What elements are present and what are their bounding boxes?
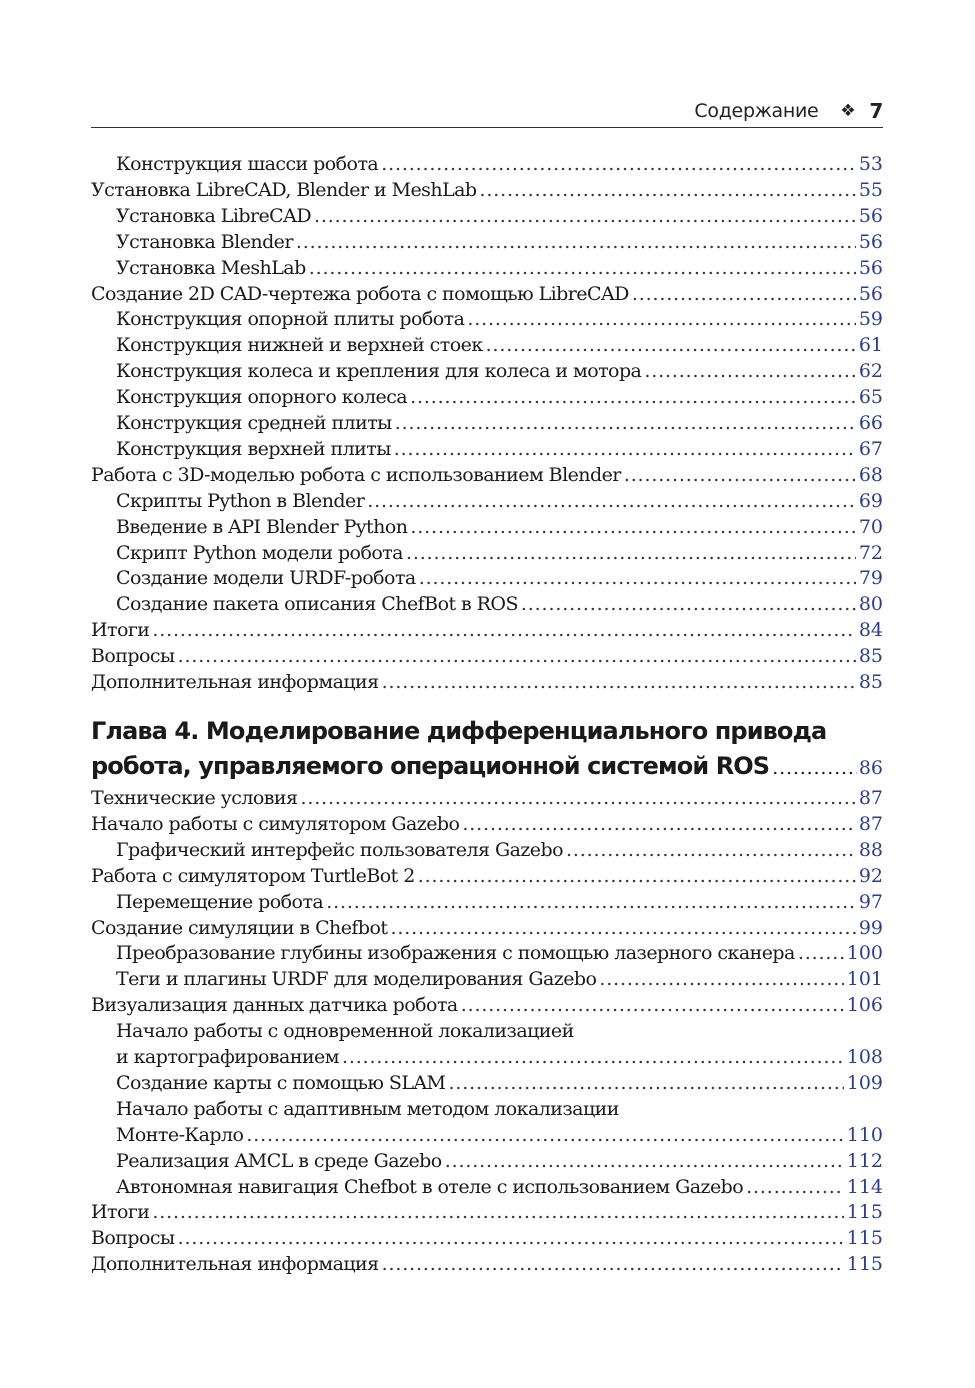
toc-entry-title: Работа с 3D-моделью робота с использованием Blender (91, 463, 621, 486)
toc-entry-page: 65 (858, 386, 883, 409)
toc-entry[interactable] (91, 591, 883, 617)
running-header-title: Содержание (694, 100, 819, 122)
dot-leader (300, 785, 855, 811)
dot-leader (367, 488, 856, 514)
toc-entry[interactable] (91, 940, 883, 966)
toc-entry-page: 97 (858, 890, 883, 913)
running-header (91, 96, 883, 126)
toc-entry-page: 56 (858, 282, 883, 305)
toc-entry-page: 115 (846, 1253, 883, 1276)
toc-entry-title: Теги и плагины URDF для моделирования Gazebo (116, 968, 597, 991)
toc-entry-page: 55 (858, 178, 883, 201)
toc-entry[interactable] (91, 203, 883, 229)
chapter-4-title-text: робота, управляемого операционной системой ROS (91, 752, 770, 780)
dot-leader (461, 992, 844, 1018)
toc-entry[interactable] (91, 177, 883, 203)
toc-entry[interactable] (91, 915, 883, 941)
toc-entry[interactable] (91, 617, 883, 643)
dot-leader (521, 591, 856, 617)
toc-entry[interactable] (91, 229, 883, 255)
toc-entry-title: Конструкция шасси робота (116, 153, 379, 175)
toc-entry[interactable] (91, 514, 883, 540)
dot-leader (395, 410, 856, 436)
toc-entry-page: 69 (858, 489, 883, 512)
toc-entry-title: Начало работы с адаптивным методом локализации (116, 1097, 619, 1120)
toc-entry-page: 79 (858, 567, 883, 590)
toc-entry[interactable] (91, 151, 883, 177)
toc-entry-title: Технические условия (91, 787, 298, 809)
toc-entry-title: Создание карты с помощью SLAM (116, 1071, 446, 1094)
toc-entry[interactable] (91, 1096, 883, 1122)
toc-entry[interactable] (91, 1070, 883, 1096)
dot-leader (152, 617, 855, 643)
dot-leader (419, 565, 856, 591)
toc-entry-page: 56 (858, 230, 883, 253)
toc-entry-title: Установка MeshLab (116, 256, 306, 279)
dot-leader (246, 1122, 843, 1148)
toc-entry[interactable] (91, 1225, 883, 1251)
toc-entry-title: Скрипт Python модели робота (116, 541, 403, 564)
dot-leader (418, 863, 856, 889)
toc-entry-title: Конструкция нижней и верхней стоек (116, 334, 483, 357)
page-number: 7 (869, 99, 883, 123)
toc-entry-title: Создание симуляции в Chefbot (91, 916, 388, 939)
toc-entry-page: 100 (846, 942, 883, 965)
chapter-4-page: 86 (858, 757, 883, 779)
toc-entry-page: 87 (858, 812, 883, 835)
toc-entry-page: 61 (858, 334, 883, 357)
toc-entry-page: 99 (858, 916, 883, 939)
toc-entry-title: Конструкция опорного колеса (116, 386, 408, 409)
toc-entry[interactable] (91, 384, 883, 410)
toc-entry[interactable] (91, 992, 883, 1018)
ornament-icon: ❖ (840, 101, 856, 121)
toc-entry-title: Вопросы (91, 645, 175, 668)
toc-entry-title: Установка LibreCAD (116, 204, 312, 227)
toc-entry[interactable] (91, 462, 883, 488)
header-rule (91, 127, 883, 128)
toc-entry-title: Установка LibreCAD, Blender и MeshLab (91, 178, 477, 201)
toc-entry-page: 115 (846, 1227, 883, 1250)
toc-entry-title: Итоги (91, 1201, 150, 1224)
toc-entry-title: Конструкция верхней плиты (116, 437, 391, 460)
dot-leader (644, 358, 855, 384)
toc-entry[interactable] (91, 358, 883, 384)
dot-leader (486, 332, 856, 358)
toc-entry-page: 112 (846, 1149, 883, 1172)
toc-entry[interactable] (91, 1251, 883, 1277)
toc-entry[interactable] (91, 1122, 883, 1148)
toc-entry[interactable] (91, 863, 883, 889)
toc-entry[interactable] (91, 540, 883, 566)
toc-entry-page: 114 (846, 1175, 883, 1198)
toc-entry-title: Преобразование глубины изображения с помощью лазерного сканера (116, 942, 795, 965)
toc-entry[interactable] (91, 966, 883, 992)
toc-entry[interactable] (91, 488, 883, 514)
toc-entry-title: Работа с симулятором TurtleBot 2 (91, 864, 415, 887)
toc-entry-page: 53 (858, 153, 883, 175)
toc-entry-page: 62 (858, 360, 883, 383)
toc-entry-page: 109 (846, 1071, 883, 1094)
toc-entry[interactable] (91, 811, 883, 837)
toc-entry[interactable] (91, 410, 883, 436)
toc-entry[interactable] (91, 1148, 883, 1174)
toc-entry-title: Графический интерфейс пользователя Gazebo (116, 838, 564, 861)
toc-entry[interactable] (91, 1018, 883, 1044)
toc-entry[interactable] (91, 1174, 883, 1200)
dot-leader (624, 462, 856, 488)
dot-leader (467, 306, 855, 332)
dot-leader (599, 966, 843, 992)
toc-entry[interactable] (91, 436, 883, 462)
toc-entry[interactable] (91, 565, 883, 591)
toc-entry-title: Скрипты Python в Blender (116, 489, 365, 512)
dot-leader (326, 889, 856, 915)
dot-leader (342, 1044, 844, 1070)
toc-entry[interactable] (91, 889, 883, 915)
dot-leader (462, 811, 855, 837)
toc-entry-page: 84 (858, 619, 883, 642)
toc-entry[interactable] (91, 332, 883, 358)
dot-leader (632, 281, 856, 307)
toc-entry-page: 72 (858, 541, 883, 564)
toc-entry-page: 108 (846, 1046, 883, 1068)
toc-entry-title: Начало работы с симулятором Gazebo (91, 812, 460, 835)
toc-entry-page: 92 (858, 864, 883, 887)
toc-entry-title: Монте-Карло (116, 1123, 244, 1146)
toc-entry-title: Создание модели URDF-робота (116, 567, 416, 590)
toc-entry-title: Конструкция опорной плиты робота (116, 308, 465, 331)
toc-entry-page: 85 (858, 671, 883, 693)
dot-leader (381, 151, 856, 177)
toc-entry-title: Установка Blender (116, 230, 293, 253)
toc-entry-title: Итоги (91, 619, 150, 642)
toc-entry-title: Визуализация данных датчика робота (91, 994, 458, 1017)
toc-entry-page: 85 (858, 645, 883, 668)
toc-entry-page: 115 (846, 1201, 883, 1224)
toc-entry-title: Конструкция колеса и крепления для колеса и мотора (116, 360, 642, 383)
toc-entry[interactable] (91, 669, 883, 695)
toc-entry[interactable] (91, 281, 883, 307)
dot-leader (152, 1199, 843, 1225)
dot-leader (448, 1070, 843, 1096)
toc-entry-page: 101 (846, 968, 883, 991)
toc-entry-page: 66 (858, 412, 883, 434)
toc-entry-title: Конструкция средней плиты (116, 412, 392, 434)
toc-entry-title: Создание пакета описания ChefBot в ROS (116, 593, 518, 616)
dot-leader (178, 1225, 844, 1251)
toc-entry-title: Дополнительная информация (91, 1253, 379, 1276)
toc-entry[interactable] (91, 1044, 883, 1070)
toc-entry-title: Введение в API Blender Python (116, 515, 408, 538)
toc-entry-title: Дополнительная информация (91, 671, 379, 693)
dot-leader (410, 384, 856, 410)
toc-entry-page: 110 (846, 1123, 883, 1146)
dot-leader (406, 540, 856, 566)
toc-entry-title: Перемещение робота (116, 890, 324, 913)
toc-entry-page: 68 (858, 463, 883, 486)
toc-entry-title: Реализация AMCL в среде Gazebo (116, 1149, 442, 1172)
dot-leader (798, 940, 844, 966)
dot-leader (566, 837, 856, 863)
toc-entry[interactable] (91, 837, 883, 863)
toc-entry-title: Создание 2D CAD-чертежа робота с помощью LibreCAD (91, 282, 629, 305)
chapter-4-title-line1[interactable]: Глава 4. Моделирование дифференциального привода (91, 717, 827, 745)
toc-entry-title: Вопросы (91, 1227, 175, 1250)
toc-entry[interactable] (91, 255, 883, 281)
dot-leader (178, 643, 856, 669)
toc-entry-title: Начало работы с одновременной локализацией (116, 1020, 574, 1043)
toc-entry-title: Автономная навигация Chefbot в отеле с использованием Gazebo (116, 1175, 744, 1198)
toc-entry-page: 56 (858, 256, 883, 279)
toc-entry[interactable] (91, 1199, 883, 1225)
dot-leader (394, 436, 856, 462)
toc-entry-page: 106 (846, 994, 883, 1017)
dot-leader (296, 229, 856, 255)
toc-entry-page: 67 (858, 437, 883, 460)
toc-entry-page: 56 (858, 204, 883, 227)
dot-leader (746, 1174, 844, 1200)
toc-entry[interactable] (91, 643, 883, 669)
dot-leader (382, 669, 856, 695)
toc-entry[interactable] (91, 785, 883, 811)
toc-entry[interactable] (91, 306, 883, 332)
chapter-4-title-line2[interactable] (91, 749, 883, 783)
toc-entry-title: и картографированием (116, 1046, 339, 1068)
dot-leader (391, 915, 856, 941)
toc-entry-page: 87 (858, 787, 883, 809)
toc-entry-page: 59 (858, 308, 883, 331)
toc-entry-page: 88 (858, 838, 883, 861)
dot-leader (772, 751, 857, 785)
dot-leader (314, 203, 856, 229)
dot-leader (445, 1148, 844, 1174)
toc-entry-page: 80 (858, 593, 883, 616)
toc-entry-page: 70 (858, 515, 883, 538)
dot-leader (410, 514, 855, 540)
dot-leader (480, 177, 856, 203)
dot-leader (382, 1251, 844, 1277)
dot-leader (309, 255, 856, 281)
